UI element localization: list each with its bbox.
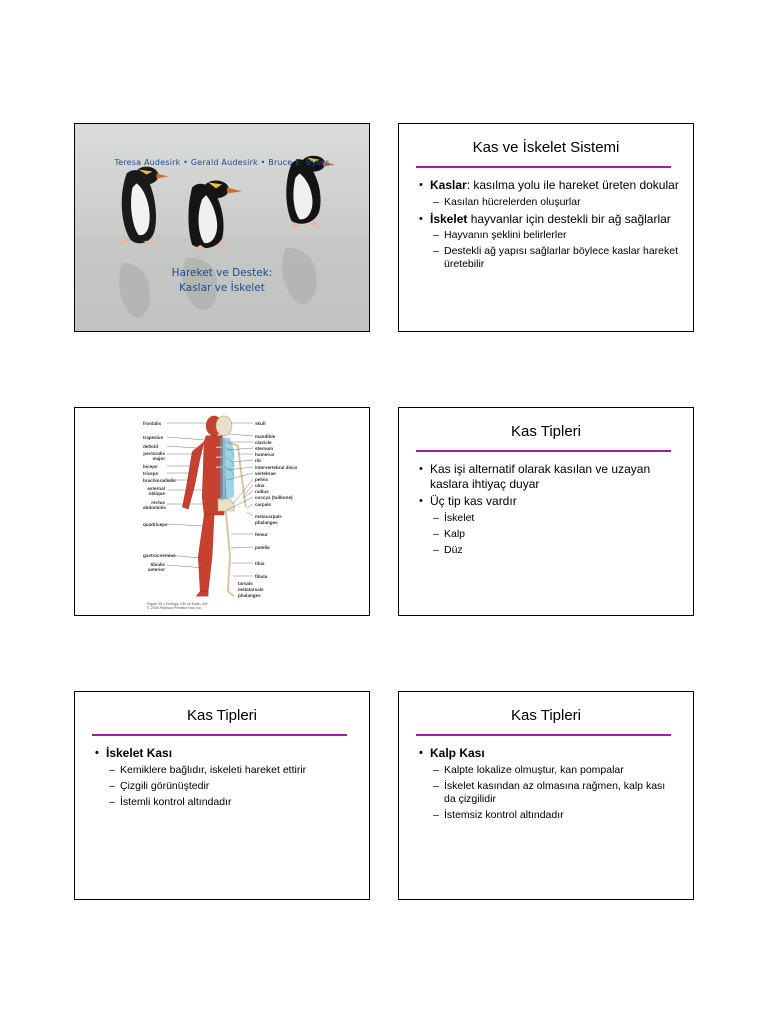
sub-bullet-text: Düz <box>444 543 463 556</box>
sub-bullet-text: Destekli ağ yapısı sağlarlar böylece kaslar hareket üretebilir <box>444 245 679 270</box>
slide-kas-tipleri-1 <box>398 407 694 616</box>
bullet-iskelet <box>419 212 679 227</box>
sub-bullet: – Düz <box>433 543 463 556</box>
caption-line: © 2008 Pearson Prentice Hall, Inc. <box>147 606 203 611</box>
label: phalanges <box>255 520 278 525</box>
sub-bullet: – Çizgili görünüştedir <box>109 779 210 792</box>
sub-bullet-text: İskelet <box>444 511 475 524</box>
bullet-text: : kasılma yolu ile hareket üreten dokular <box>466 178 679 192</box>
slide-kas-ve-iskelet <box>398 123 694 332</box>
book-authors: Teresa Audesirk • Gerald Audesirk • Bruce E. Byers <box>114 158 330 167</box>
slide-subtitle <box>75 266 369 296</box>
label: sternum <box>255 446 274 451</box>
title-divider <box>92 734 347 736</box>
bullet: • Üç tip kas vardır <box>419 494 679 509</box>
figure-caption <box>147 602 208 610</box>
label: brachioradialis <box>143 478 176 483</box>
sub-bullet-text: İstemsiz kontrol altındadır <box>444 808 564 821</box>
slide-kas-tipleri-kalp <box>398 691 694 900</box>
label: skull <box>255 421 266 426</box>
sub-bullet-text: Hayvanın şeklini belirlerler <box>444 229 567 241</box>
bullet-strong: İskelet <box>430 211 468 226</box>
label: gastrocnemius <box>143 553 176 558</box>
label: ulna <box>255 483 265 488</box>
subtitle-line-1: Hareket ve Destek: <box>171 267 273 279</box>
label: trapezius <box>143 435 164 440</box>
label: pelvis <box>255 477 269 482</box>
sub-bullet: – Kemiklere bağlıdır, iskeleti hareket ettirir <box>109 763 307 776</box>
title-divider <box>416 166 671 168</box>
label: frontalis <box>143 421 162 426</box>
slide-title-penguins <box>74 123 370 332</box>
label: intervertebral discs <box>255 465 298 470</box>
bullet: • İskelet Kası <box>95 746 355 761</box>
label: triceps <box>143 471 159 476</box>
label: rib <box>255 458 261 463</box>
bullet-text: hayvanlar için destekli bir ağ sağlarlar <box>467 211 671 226</box>
sub-bullet: – Hayvanın şeklini belirlerler <box>433 229 567 241</box>
slide-body <box>95 746 355 812</box>
label: quadriceps <box>143 522 168 527</box>
slide-anatomy-figure <box>74 407 370 616</box>
label: mandible <box>255 434 276 439</box>
leader-lines <box>75 408 370 616</box>
title-divider <box>416 734 671 736</box>
label: rectus abdominis <box>143 500 166 510</box>
bullet: • Kas işi alternatif olarak kasılan ve uzayan kaslara ihtiyaç duyar <box>419 462 679 491</box>
sub-bullet-text: Kasılan hücrelerden oluşurlar <box>444 195 581 208</box>
slide-title: Kas Tipleri <box>510 707 582 724</box>
sub-bullet: – İstemsiz kontrol altındadır <box>433 808 564 821</box>
label: coccyx (tailbone) <box>255 495 293 500</box>
label: carpals <box>255 502 272 507</box>
sub-bullet: – Kalp <box>433 527 466 540</box>
sub-bullet: – Destekli ağ yapısı sağlarlar böylece kaslar hareket üretebilir <box>433 245 679 270</box>
sub-bullet-text: Kalp <box>444 527 466 540</box>
label: humerus <box>255 452 275 457</box>
label: tibialis anterior <box>147 562 165 572</box>
slide-kas-tipleri-iskelet <box>74 691 370 900</box>
label: fibula <box>255 574 268 579</box>
sub-bullet: – İstemli kontrol altındadır <box>109 795 232 808</box>
sub-bullet: – Kalpte lokalize olmuştur, kan pompalar <box>433 763 624 776</box>
slide-body <box>419 462 679 560</box>
subtitle-line-2: Kaslar ve İskelet <box>179 282 265 294</box>
label: metatarsals <box>238 587 264 592</box>
label: deltoid <box>143 444 159 449</box>
caption-line: Figure 39-1 Biology: Life on Earth, 8/e <box>147 602 208 606</box>
sub-bullet: – Kasılan hücrelerden oluşurlar <box>433 195 581 208</box>
sub-bullet-text: Çizgili görünüştedir <box>120 779 210 792</box>
label: femur <box>255 532 268 537</box>
bullet-kaslar <box>419 178 679 193</box>
label: metacarpals <box>255 514 282 519</box>
label: tibia <box>255 561 265 566</box>
sub-bullet-text: Kalpte lokalize olmuştur, kan pompalar <box>444 763 624 776</box>
slide-title: Kas Tipleri <box>510 423 582 440</box>
sub-bullet-text: İskelet kasından az olmasına rağmen, kalp kası da çizgilidir <box>444 779 666 805</box>
sub-bullet: – İskelet <box>433 511 475 524</box>
slide-title: Kas Tipleri <box>186 707 258 724</box>
sub-bullet-text: İstemli kontrol altındadır <box>120 795 232 808</box>
slide-title: Kas ve İskelet Sistemi <box>472 139 620 156</box>
label: biceps <box>143 464 158 469</box>
bullet: • Kalp Kası <box>419 746 679 761</box>
label: tarsals <box>238 581 253 586</box>
sub-bullet-text: Kemiklere bağlıdır, iskeleti hareket ettirir <box>120 763 307 776</box>
bullet-strong: Kaslar <box>430 178 467 192</box>
slide-body <box>419 178 679 274</box>
label: external oblique <box>147 486 165 496</box>
slide-body <box>419 746 679 825</box>
label: clavicle <box>255 440 272 445</box>
label: patella <box>255 545 270 550</box>
label: radius <box>255 489 269 494</box>
label: pectoralis major <box>143 451 165 461</box>
penguins-photo <box>75 124 369 331</box>
title-divider <box>416 450 671 452</box>
label: phalanges <box>238 593 261 598</box>
sub-bullet: – İskelet kasından az olmasına rağmen, kalp kası da çizgilidir <box>433 779 666 805</box>
label: vertebrae <box>255 471 276 476</box>
